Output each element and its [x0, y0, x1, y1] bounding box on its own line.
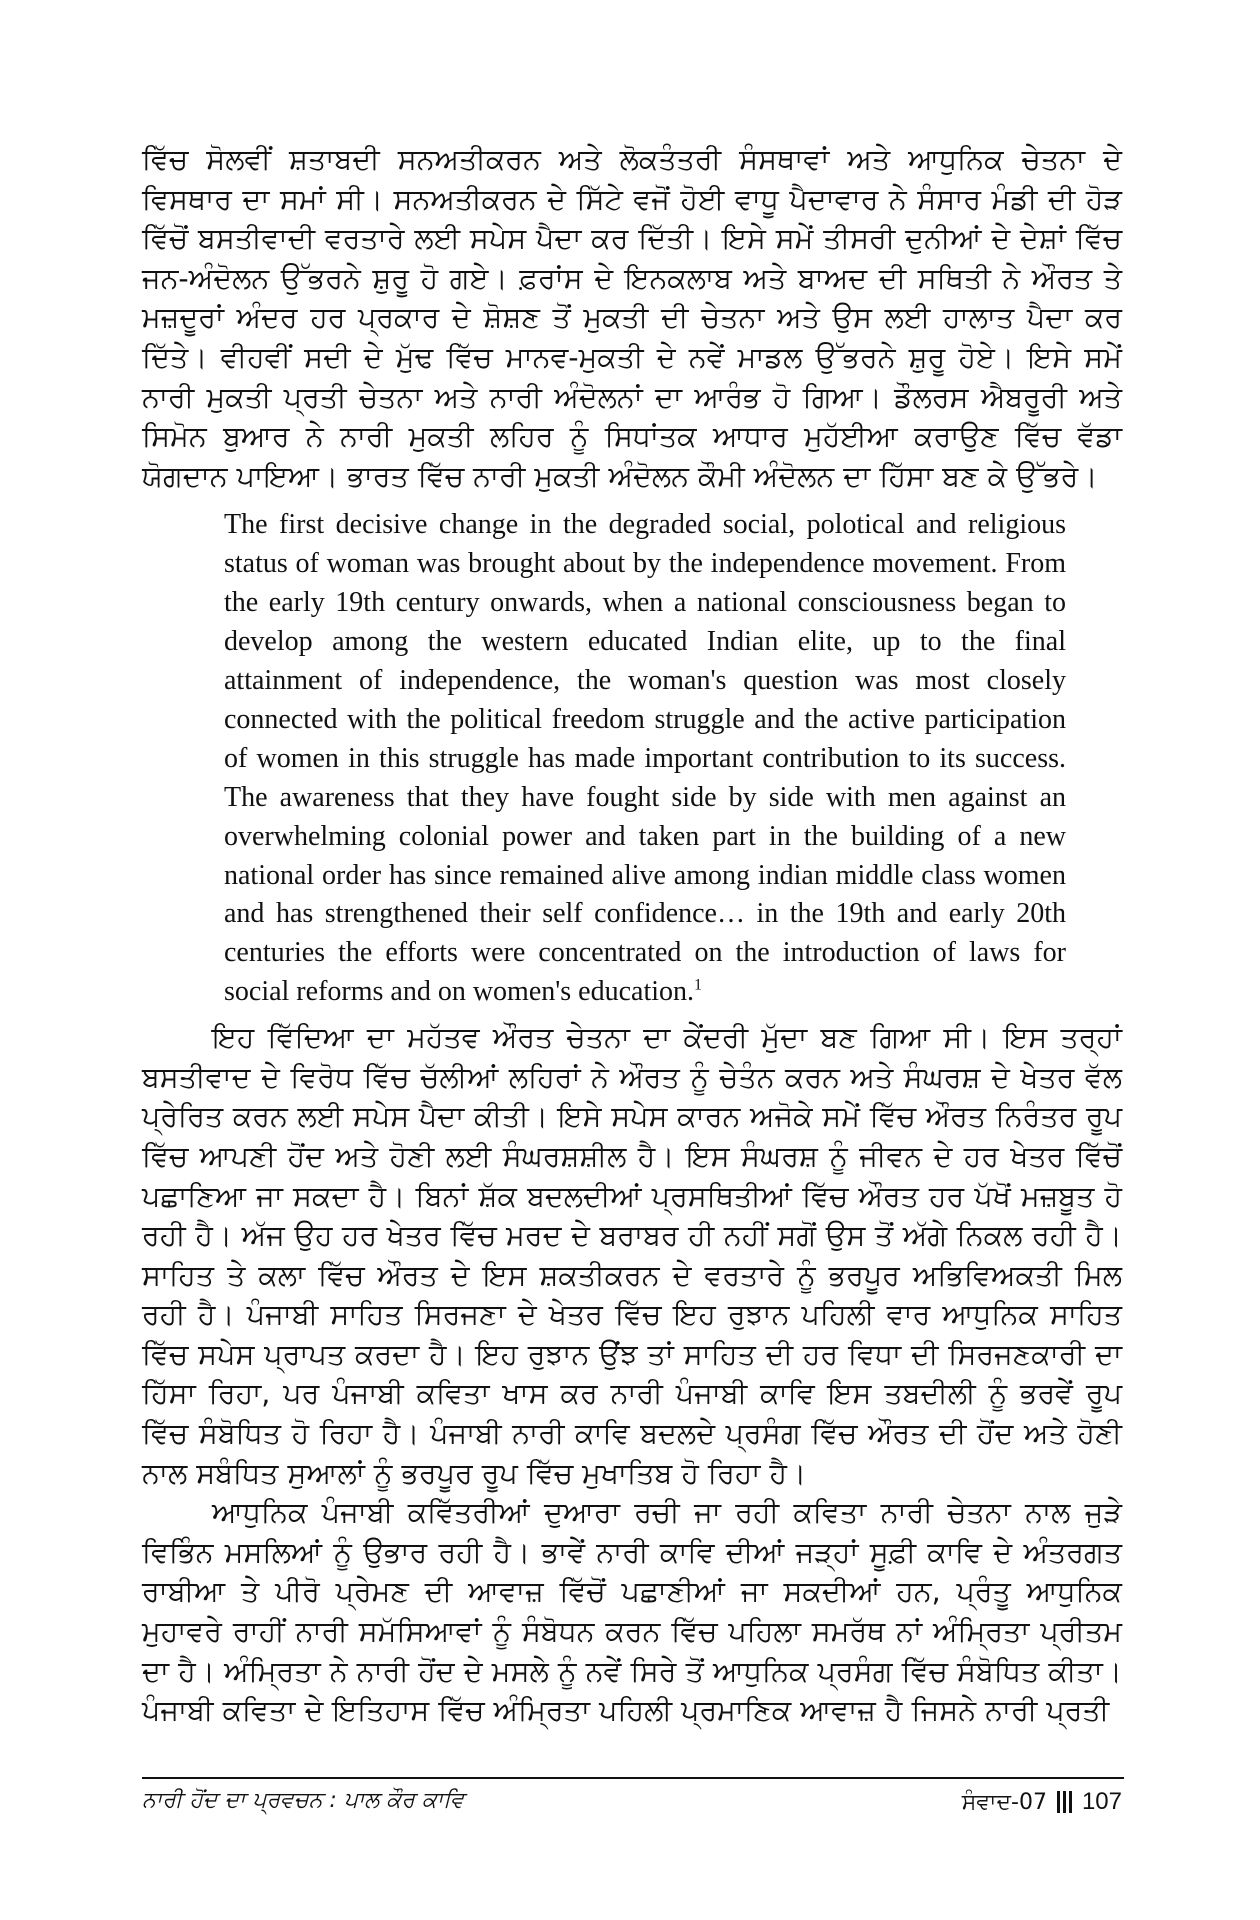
- block-quote: [224, 506, 1066, 1012]
- body-paragraph-3: ਆਧੁਨਿਕ ਪੰਜਾਬੀ ਕਵਿੱਤਰੀਆਂ ਦੁਆਰਾ ਰਚੀ ਜਾ ਰਹੀ ਕਵਿਤਾ ਨਾਰੀ ਚੇਤਨਾ ਨਾਲ ਜੁੜੇ ਵਿਭਿੰਨ ਮਸਲਿਆਂ ਨੂੰ ਉਭਾਰ ਰਹੀ ਹੈ। ਭਾਵੇਂ ਨਾਰੀ ਕਾਵਿ ਦੀਆਂ ਜੜ੍ਹਾਂ ਸੂਫ਼ੀ ਕਾਵਿ ਦੇ ਅੰਤਰਗਤ ਰਾਬੀਆ ਤੇ ਪੀਰੋ ਪ੍ਰੇਮਣ ਦੀ ਆਵਾਜ਼ ਵਿੱਚੋਂ ਪਛਾਣੀਆਂ ਜਾ ਸਕਦੀਆਂ ਹਨ, ਪ੍ਰੰਤੂ ਆਧੁਨਿਕ ਮੁਹਾਵਰੇ ਰਾਹੀਂ ਨਾਰੀ ਸਮੱਸਿਆਵਾਂ ਨੂੰ ਸੰਬੋਧਨ ਕਰਨ ਵਿੱਚ ਪਹਿਲਾ ਸਮਰੱਥ ਨਾਂ ਅੰਮ੍ਰਿਤਾ ਪ੍ਰੀਤਮ ਦਾ ਹੈ। ਅੰਮ੍ਰਿਤਾ ਨੇ ਨਾਰੀ ਹੋਂਦ ਦੇ ਮਸਲੇ ਨੂੰ ਨਵੇਂ ਸਿਰੇ ਤੋਂ ਆਧੁਨਿਕ ਪ੍ਰਸੰਗ ਵਿੱਚ ਸੰਬੋਧਿਤ ਕੀਤਾ। ਪੰਜਾਬੀ ਕਵਿਤਾ ਦੇ ਇਤਿਹਾਸ ਵਿੱਚ ਅੰਮ੍ਰਿਤਾ ਪਹਿਲੀ ਪ੍ਰਮਾਣਿਕ ਆਵਾਜ਼ ਹੈ ਜਿਸਨੇ ਨਾਰੀ ਪ੍ਰਤੀ: [142, 1496, 1122, 1728]
- triple-bar-icon: [1057, 1791, 1072, 1813]
- running-title: ਨਾਰੀ ਹੋਂਦ ਦਾ ਪ੍ਰਵਚਨ : ਪਾਲ ਕੌਰ ਕਾਵਿ: [142, 1788, 464, 1813]
- page-footer-right: [962, 1788, 1122, 1816]
- footer-divider: [142, 1777, 1124, 1779]
- block-quote-text: The first decisive change in the degraded social, polotical and religious status of woman was brought about by the independence movement. From the early 19th century onwards, when a national consciousness began to develop among the western educated Indian elite, up to the final attainment of independence, the woman's question was most closely connected with the political freedom struggle and the active participation of women in this struggle has made important contribution to its success. The awareness that they have fought side by side with men against an overwhelming colonial power and taken part in the building of a new national order has since remained alive among indian middle class women and has strengthened their self confidence… in the 19th and early 20th centuries the efforts were concentrated on the introduction of laws for social reforms and on women's education.: [224, 509, 1066, 1008]
- body-paragraph-2: ਇਹ ਵਿੱਦਿਆ ਦਾ ਮਹੱਤਵ ਔਰਤ ਚੇਤਨਾ ਦਾ ਕੇਂਦਰੀ ਮੁੱਦਾ ਬਣ ਗਿਆ ਸੀ। ਇਸ ਤਰ੍ਹਾਂ ਬਸਤੀਵਾਦ ਦੇ ਵਿਰੋਧ ਵਿੱਚ ਚੱਲੀਆਂ ਲਹਿਰਾਂ ਨੇ ਔਰਤ ਨੂੰ ਚੇਤੰਨ ਕਰਨ ਅਤੇ ਸੰਘਰਸ਼ ਦੇ ਖੇਤਰ ਵੱਲ ਪ੍ਰੇਰਿਤ ਕਰਨ ਲਈ ਸਪੇਸ ਪੈਦਾ ਕੀਤੀ। ਇਸੇ ਸਪੇਸ ਕਾਰਨ ਅਜੋਕੇ ਸਮੇਂ ਵਿੱਚ ਔਰਤ ਨਿਰੰਤਰ ਰੂਪ ਵਿੱਚ ਆਪਣੀ ਹੋਂਦ ਅਤੇ ਹੋਣੀ ਲਈ ਸੰਘਰਸ਼ਸ਼ੀਲ ਹੈ। ਇਸ ਸੰਘਰਸ਼ ਨੂੰ ਜੀਵਨ ਦੇ ਹਰ ਖੇਤਰ ਵਿੱਚੋਂ ਪਛਾਣਿਆ ਜਾ ਸਕਦਾ ਹੈ। ਬਿਨਾਂ ਸ਼ੱਕ ਬਦਲਦੀਆਂ ਪ੍ਰਸਥਿਤੀਆਂ ਵਿੱਚ ਔਰਤ ਹਰ ਪੱਖੋਂ ਮਜ਼ਬੂਤ ਹੋ ਰਹੀ ਹੈ। ਅੱਜ ਉਹ ਹਰ ਖੇਤਰ ਵਿੱਚ ਮਰਦ ਦੇ ਬਰਾਬਰ ਹੀ ਨਹੀਂ ਸਗੋਂ ਉਸ ਤੋਂ ਅੱਗੇ ਨਿਕਲ ਰਹੀ ਹੈ। ਸਾਹਿਤ ਤੇ ਕਲਾ ਵਿੱਚ ਔਰਤ ਦੇ ਇਸ ਸ਼ਕਤੀਕਰਨ ਦੇ ਵਰਤਾਰੇ ਨੂੰ ਭਰਪੂਰ ਅਭਿਵਿਅਕਤੀ ਮਿਲ ਰਹੀ ਹੈ। ਪੰਜਾਬੀ ਸਾਹਿਤ ਸਿਰਜਣਾ ਦੇ ਖੇਤਰ ਵਿੱਚ ਇਹ ਰੁਝਾਨ ਪਹਿਲੀ ਵਾਰ ਆਧੁਨਿਕ ਸਾਹਿਤ ਵਿੱਚ ਸਪੇਸ ਪ੍ਰਾਪਤ ਕਰਦਾ ਹੈ। ਇਹ ਰੁਝਾਨ ਉਂਝ ਤਾਂ ਸਾਹਿਤ ਦੀ ਹਰ ਵਿਧਾ ਦੀ ਸਿਰਜਣਕਾਰੀ ਦਾ ਹਿੱਸਾ ਰਿਹਾ, ਪਰ ਪੰਜਾਬੀ ਕਵਿਤਾ ਖਾਸ ਕਰ ਨਾਰੀ ਪੰਜਾਬੀ ਕਾਵਿ ਇਸ ਤਬਦੀਲੀ ਨੂੰ ਭਰਵੇਂ ਰੂਪ ਵਿੱਚ ਸੰਬੋਧਿਤ ਹੋ ਰਿਹਾ ਹੈ। ਪੰਜਾਬੀ ਨਾਰੀ ਕਾਵਿ ਬਦਲਦੇ ਪ੍ਰਸੰਗ ਵਿੱਚ ਔਰਤ ਦੀ ਹੋਂਦ ਅਤੇ ਹੋਣੀ ਨਾਲ ਸਬੰਧਿਤ ਸੁਆਲਾਂ ਨੂੰ ਭਰਪੂਰ ਰੂਪ ਵਿੱਚ ਮੁਖਾਤਿਬ ਹੋ ਰਿਹਾ ਹੈ।: [142, 1021, 1122, 1490]
- page-number: 107: [1081, 1788, 1122, 1815]
- page-body: [142, 140, 1122, 1731]
- body-paragraph-1: ਵਿੱਚ ਸੋਲਵੀਂ ਸ਼ਤਾਬਦੀ ਸਨਅਤੀਕਰਨ ਅਤੇ ਲੋਕਤੰਤਰੀ ਸੰਸਥਾਵਾਂ ਅਤੇ ਆਧੁਨਿਕ ਚੇਤਨਾ ਦੇ ਵਿਸਥਾਰ ਦਾ ਸਮਾਂ ਸੀ। ਸਨਅਤੀਕਰਨ ਦੇ ਸਿੱਟੇ ਵਜੋਂ ਹੋਈ ਵਾਧੂ ਪੈਦਾਵਾਰ ਨੇ ਸੰਸਾਰ ਮੰਡੀ ਦੀ ਹੋੜ ਵਿੱਚੋਂ ਬਸਤੀਵਾਦੀ ਵਰਤਾਰੇ ਲਈ ਸਪੇਸ ਪੈਦਾ ਕਰ ਦਿੱਤੀ। ਇਸੇ ਸਮੇਂ ਤੀਸਰੀ ਦੁਨੀਆਂ ਦੇ ਦੇਸ਼ਾਂ ਵਿੱਚ ਜਨ-ਅੰਦੋਲਨ ਉੱਭਰਨੇ ਸ਼ੁਰੂ ਹੋ ਗਏ। ਫ਼ਰਾਂਸ ਦੇ ਇਨਕਲਾਬ ਅਤੇ ਬਾਅਦ ਦੀ ਸਥਿਤੀ ਨੇ ਔਰਤ ਤੇ ਮਜ਼ਦੂਰਾਂ ਅੰਦਰ ਹਰ ਪ੍ਰਕਾਰ ਦੇ ਸ਼ੋਸ਼ਣ ਤੋਂ ਮੁਕਤੀ ਦੀ ਚੇਤਨਾ ਅਤੇ ਉਸ ਲਈ ਹਾਲਾਤ ਪੈਦਾ ਕਰ ਦਿੱਤੇ। ਵੀਹਵੀਂ ਸਦੀ ਦੇ ਮੁੱਢ ਵਿੱਚ ਮਾਨਵ-ਮੁਕਤੀ ਦੇ ਨਵੇਂ ਮਾਡਲ ਉੱਭਰਨੇ ਸ਼ੁਰੂ ਹੋਏ। ਇਸੇ ਸਮੇਂ ਨਾਰੀ ਮੁਕਤੀ ਪ੍ਰਤੀ ਚੇਤਨਾ ਅਤੇ ਨਾਰੀ ਅੰਦੋਲਨਾਂ ਦਾ ਆਰੰਭ ਹੋ ਗਿਆ। ਡੌਲਰਸ ਐਬਰੂਰੀ ਅਤੇ ਸਿਮੋਨ ਬੁਆਰ ਨੇ ਨਾਰੀ ਮੁਕਤੀ ਲਹਿਰ ਨੂੰ ਸਿਧਾਂਤਕ ਆਧਾਰ ਮੁਹੱਈਆ ਕਰਾਉਣ ਵਿੱਚ ਵੱਡਾ ਯੋਗਦਾਨ ਪਾਇਆ। ਭਾਰਤ ਵਿੱਚ ਨਾਰੀ ਮੁਕਤੀ ਅੰਦੋਲਨ ਕੌਮੀ ਅੰਦੋਲਨ ਦਾ ਹਿੱਸਾ ਬਣ ਕੇ ਉੱਭਰੇ।: [142, 143, 1122, 493]
- journal-name: ਸੰਵਾਦ-07: [961, 1789, 1047, 1815]
- footnote-marker[interactable]: 1: [694, 976, 703, 994]
